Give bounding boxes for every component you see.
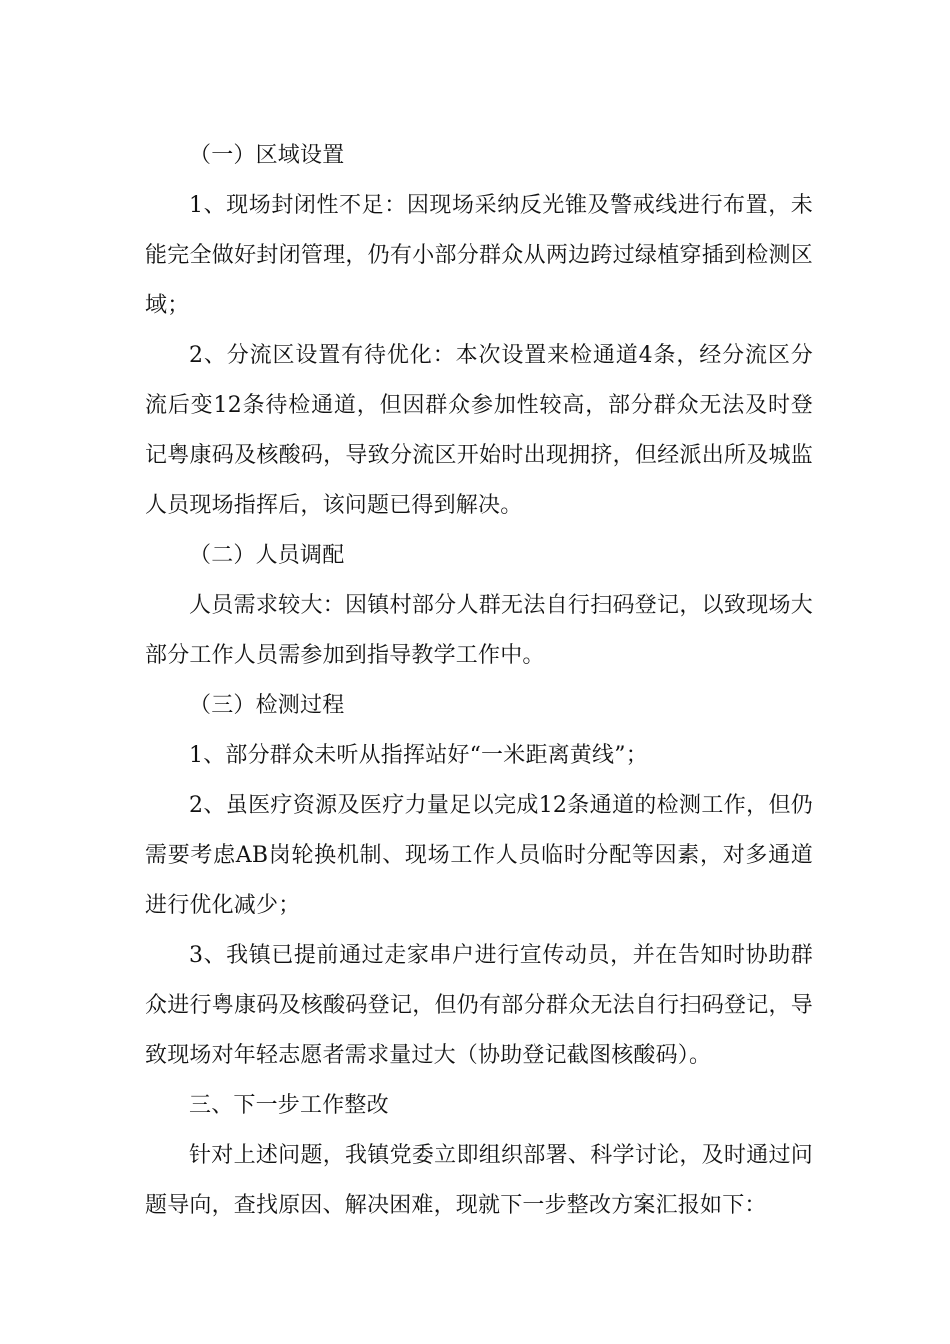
section-heading-testing-process: （三）检测过程	[189, 693, 345, 718]
section-heading-staffing: （二）人员调配	[189, 543, 345, 568]
document-body	[145, 131, 813, 1231]
section-heading-next-steps: 三、下一步工作整改	[189, 1093, 389, 1118]
paragraph-yellow-line: 1、部分群众未听从指挥站好“一米距离黄线”；	[189, 743, 648, 768]
paragraph-site-closure: 1、现场封闭性不足：因现场采纳反光锥及警戒线进行布置，未能完全做好封闭管理，仍有小部分群众从两边跨过绿植穿插到检测区域；	[145, 193, 813, 318]
paragraph-diversion-area: 2、分流区设置有待优化：本次设置来检通道4条，经分流区分流后变12条待检通道，但因群众参加性较高，部分群众无法及时登记粤康码及核酸码，导致分流区开始时出现拥挤，但经派出所及城监人员现场指挥后，该问题已得到解决。	[145, 343, 813, 518]
paragraph-staff-demand: 人员需求较大：因镇村部分人群无法自行扫码登记，以致现场大部分工作人员需参加到指导教学工作中。	[145, 593, 813, 668]
section-heading-area-setup: （一）区域设置	[189, 143, 345, 168]
paragraph-rectification-plan: 针对上述问题，我镇党委立即组织部署、科学讨论，及时通过问题导向，查找原因、解决困难，现就下一步整改方案汇报如下：	[145, 1143, 813, 1218]
paragraph-registration-help: 3、我镇已提前通过走家串户进行宣传动员，并在告知时协助群众进行粤康码及核酸码登记，但仍有部分群众无法自行扫码登记，导致现场对年轻志愿者需求量过大（协助登记截图核酸码）。	[145, 943, 813, 1068]
paragraph-medical-resources: 2、虽医疗资源及医疗力量足以完成12条通道的检测工作，但仍需要考虑AB岗轮换机制、现场工作人员临时分配等因素，对多通道进行优化减少；	[145, 793, 813, 918]
